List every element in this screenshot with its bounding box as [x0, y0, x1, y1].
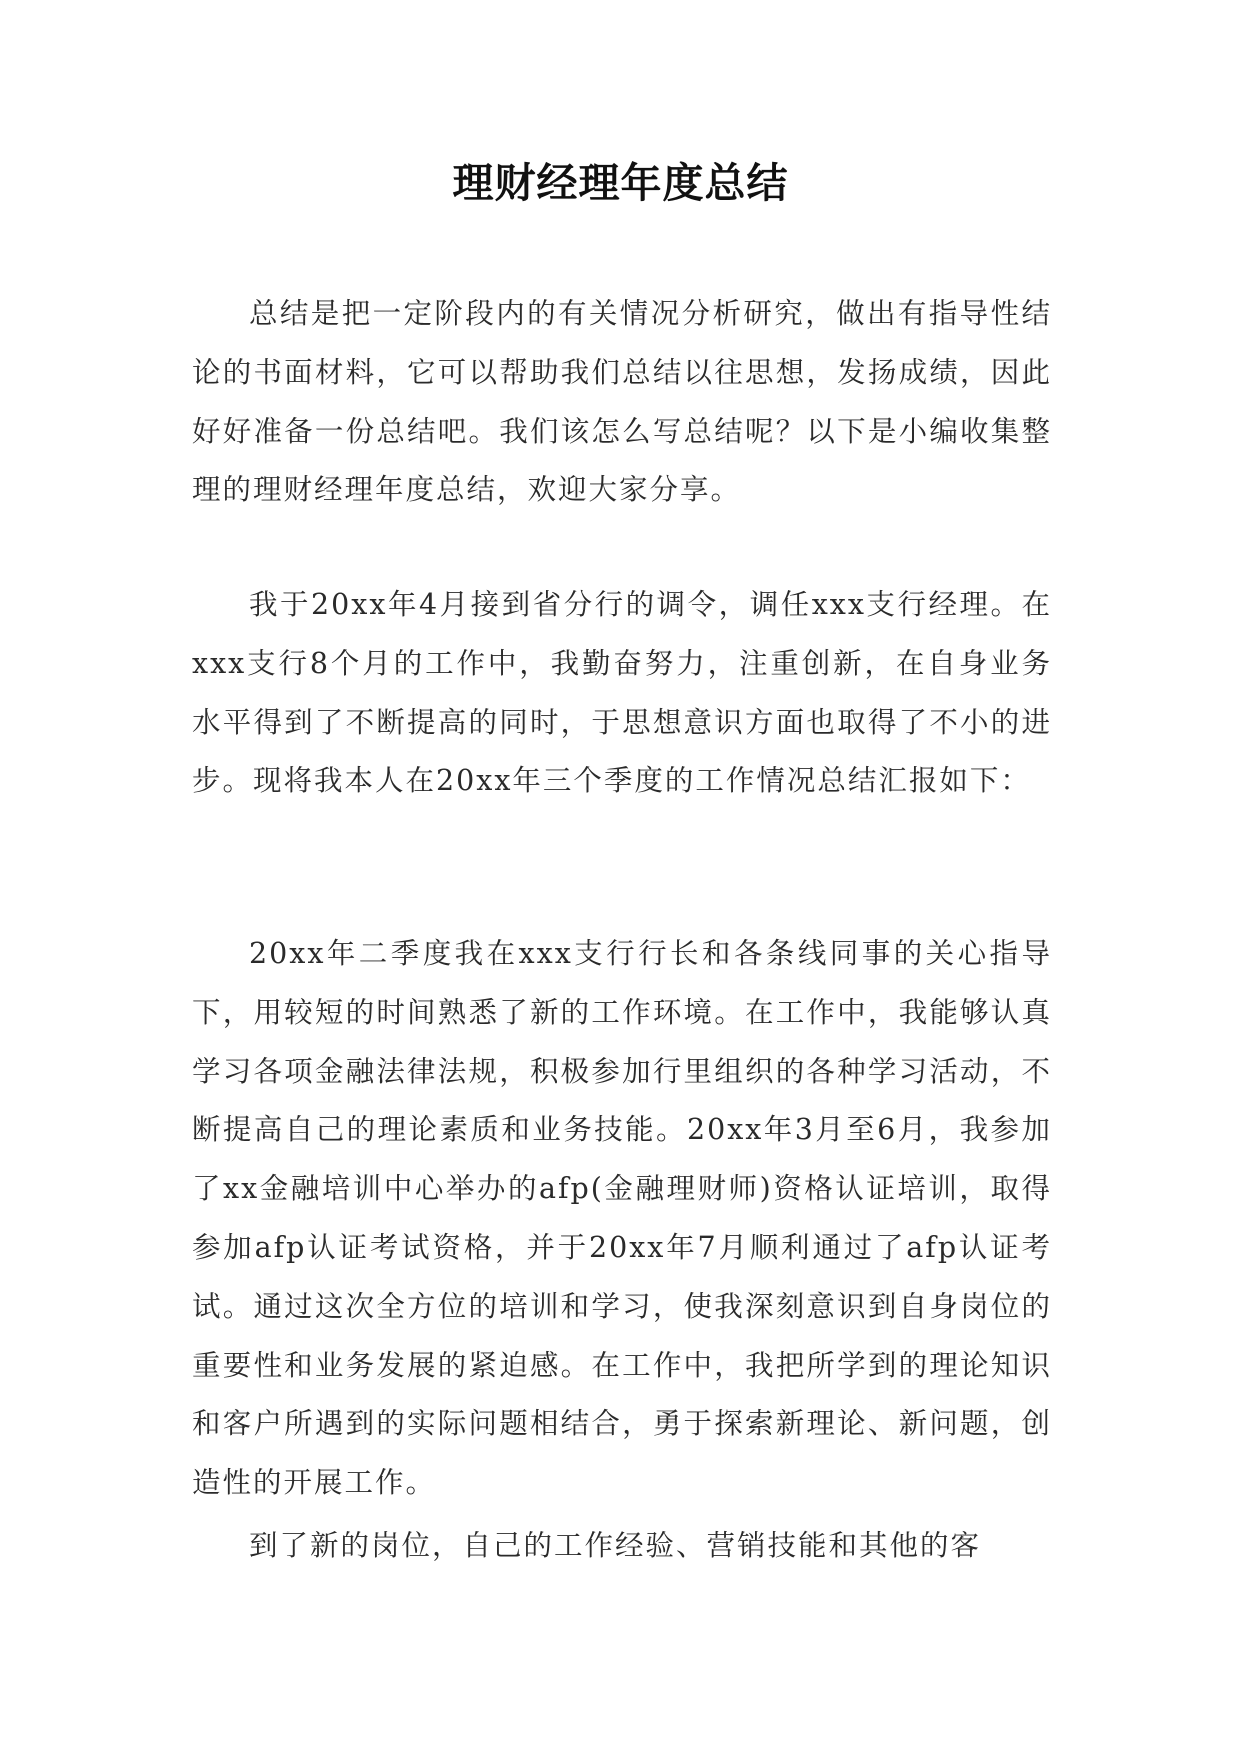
paragraph-second-quarter: 20xx年二季度我在xxx支行行长和各条线同事的关心指导下，用较短的时间熟悉了新的工作环境。在工作中，我能够认真学习各项金融法律法规，积极参加行里组织的各种学习活动，不断提高自己的理论素质和业务技能。20xx年3月至6月，我参加了xx金融培训中心举办的afp(金融理财师)资格认证培训，取得参加afp认证考试资格，并于20xx年7月顺利通过了afp认证考试。通过这次全方位的培训和学习，使我深刻意识到自身岗位的重要性和业务发展的紧迫感。在工作中，我把所学到的理论知识和客户所遇到的实际问题相结合，勇于探索新理论、新问题，创造性的开展工作。: [192, 937, 1052, 1500]
paragraph-appointment: 我于20xx年4月接到省分行的调令，调任xxx支行经理。在xxx支行8个月的工作中，我勤奋努力，注重创新，在自身业务水平得到了不断提高的同时，于思想意识方面也取得了不小的进步。现将我本人在20xx年三个季度的工作情况总结汇报如下：: [192, 588, 1052, 798]
paragraph-intro: 总结是把一定阶段内的有关情况分析研究，做出有指导性结论的书面材料，它可以帮助我们总结以往思想，发扬成绩，因此好好准备一份总结吧。我们该怎么写总结呢？以下是小编收集整理的理财经理年度总结，欢迎大家分享。: [192, 297, 1052, 507]
document-title: 理财经理年度总结: [452, 159, 789, 207]
paragraph-new-position: 到了新的岗位，自己的工作经验、营销技能和其他的客: [249, 1529, 982, 1562]
